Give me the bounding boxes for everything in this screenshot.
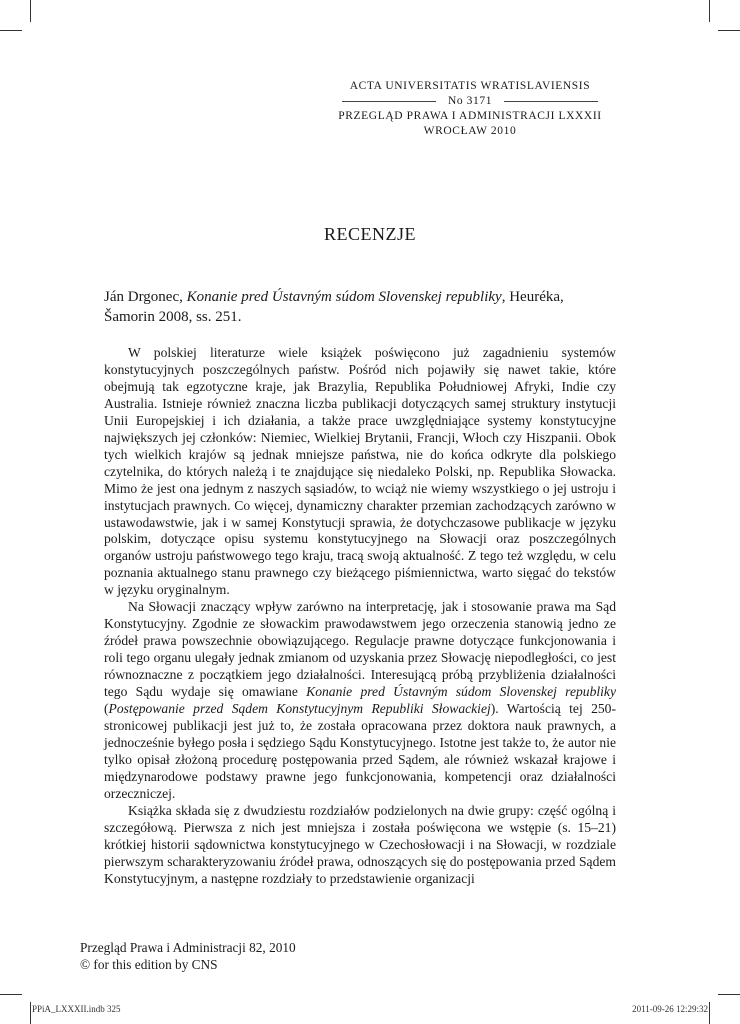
citation-author: Ján Drgonec, [104, 289, 187, 305]
journal-header [330, 79, 610, 139]
crop-mark [30, 1002, 31, 1024]
crop-mark [718, 994, 740, 995]
divider [504, 101, 598, 102]
place-year: WROCŁAW 2010 [423, 125, 517, 137]
paragraph: W polskiej literaturze wiele książek poświęcono już zagadnieniu systemów konstytucyjnych poszczególnych państw. Pośród nich pojawiły się nawet takie, które obejmują tak egzotyczne kraje, jak Brazylia, Republika Południowej Afryki, Indie czy Australia. Istnieje również znaczna liczba publikacji dotyczących samej struktury instytucji Unii Europejskiej i ich działania, a także prace uwzględniające systemy konstytucyjne największych jej członków: Niemiec, Wielkiej Brytanii, Francji, Włoch czy Hiszpanii. Obok tych wielkich krajów są jednak mniejsze państwa, nie do końca odkryte dla polskiego czytelnika, do których należą i te znajdujące się niedaleko Polski, np. Republika Słowacka. Mimo że jest ona jednym z naszych sąsiadów, to wciąż nie wiemy wszystkiego o jej ustroju i instytucjach prawnych. Co więcej, dynamiczny charakter przemian zachodzących zarówno w ustawodawstwie, jak i w samej Konstytucji sprawia, że dotychczasowe publikacje w języku polskim, dotyczące opisu systemu konstytucyjnego na Słowacji oraz poszczególnych organów ustroju państwowego tego kraju, tracą swoją aktualność. Z tego też względu, w celu poznania aktualnego stanu prawnego czy bieżącego piśmiennictwa, warto sięgać do tekstów w języku oryginalnym. [104, 345, 616, 598]
text-run: Na Słowacji znaczący wpływ zarówno na interpretację, jak i stosowanie prawa ma Sąd Konstytucyjny. Zgodnie ze słowackim prawodawstwem jego orzeczenia stanowią jedno ze źródeł prawa powszechnie obowiązującego. Regulacje prawne dotyczące funkcjonowania i roli tego organu ulegały jednak zmianom od uzyskania przez Słowację niepodległości, co jest równoznaczne z początkiem jego działalności. Interesującą próbą przybliżenia działalności tego Sądu wydaje się omawiane [104, 599, 616, 700]
issue-number: No 3171 [447, 95, 493, 107]
section-title: RECENZJE [324, 224, 416, 244]
print-slug-file: PPiA_LXXXII.indb 325 [32, 1004, 121, 1014]
paragraph [104, 599, 616, 802]
journal-name: ACTA UNIVERSITATIS WRATISLAVIENSIS [349, 80, 591, 92]
paragraph: Książka składa się z dwudziestu rozdziałów podzielonych na dwie grupy: część ogólną i szczegółową. Pierwsza z nich jest mniejsza i została poświęcona we wstępie (s. 15–21) krótkiej historii sądownictwa konstytucyjnego w Czechosłowacji i na Słowacji, w rozdziale pierwszym scharakteryzowaniu źródeł prawa, odnoszących się do postępowania przed Sądem Konstytucyjnym, a następne rozdziały to przedstawienie organizacji [104, 802, 616, 886]
print-slug-timestamp: 2011-09-26 12:29:32 [632, 1004, 708, 1014]
review-body [104, 345, 616, 888]
citation-details: , Heuréka, Šamorin 2008, ss. 251. [104, 289, 564, 325]
crop-mark [718, 30, 740, 31]
series-name: PRZEGLĄD PRAWA I ADMINISTRACJI LXXXII [338, 110, 602, 122]
book-title: Konanie pred Ústavným súdom Slovenskej republiky [306, 684, 616, 700]
footer-copyright: © for this edition by CNS [80, 957, 218, 972]
citation-title: Konanie pred Ústavným súdom Slovenskej republiky [186, 289, 502, 305]
text-run: ( [104, 701, 109, 717]
issue-number-row [330, 94, 610, 109]
crop-mark [0, 994, 22, 995]
footer-journal: Przegląd Prawa i Administracji 82, 2010 [80, 940, 296, 955]
review-citation [104, 287, 616, 327]
book-title-translation: Postępowanie przed Sądem Konstytucyjnym Republiki Słowackiej [108, 701, 491, 717]
divider [342, 101, 436, 102]
crop-mark [0, 30, 22, 31]
crop-mark [30, 0, 31, 22]
crop-mark [709, 0, 710, 22]
text-run: ). Wartością tej 250-stronicowej publikacji jest już to, że została opracowana przez doktora nauk prawnych, a jednocześnie byłego posła i sędziego Sądu Konstytucyjnego. Istotne jest także to, że autor nie tylko opisał złożoną procedurę postępowania przed Sądem, ale również wskazał krajowe i międzynarodowe podstawy prawne jego funkcjonowania, kompetencji oraz działalności orzeczniczej. [104, 701, 617, 801]
crop-mark [709, 1002, 710, 1024]
page-footer [80, 939, 296, 973]
